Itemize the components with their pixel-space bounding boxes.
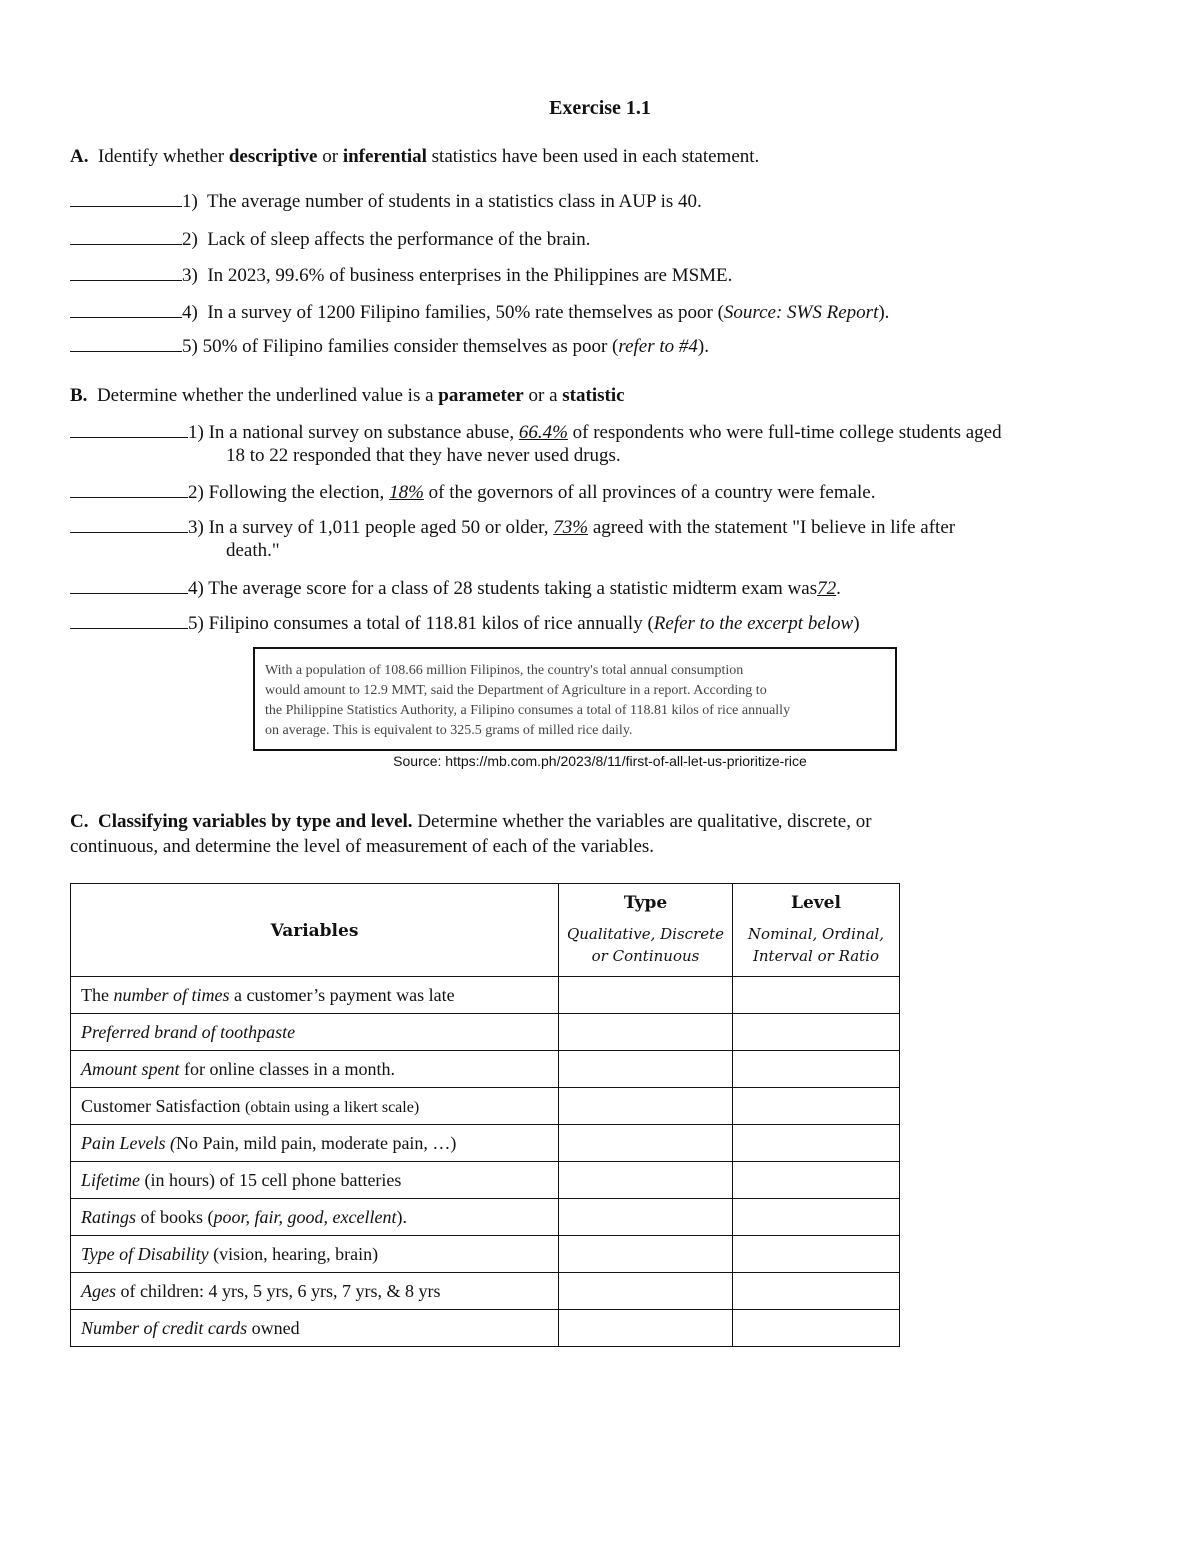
b-item-1: 1) In a national survey on substance abuse, 66.4% of respondents who were full-time college students aged xyxy=(70,420,1002,444)
answer-blank[interactable] xyxy=(70,263,182,281)
answer-blank[interactable] xyxy=(70,576,188,594)
section-c-letter: C. xyxy=(70,811,89,832)
type-cell[interactable] xyxy=(559,1310,733,1347)
excerpt-line: would amount to 12.9 MMT, said the Department of Agriculture in a report. According to xyxy=(265,683,767,698)
level-cell[interactable] xyxy=(733,1310,900,1347)
variable-cell: Number of credit cards owned xyxy=(71,1310,559,1347)
answer-blank[interactable] xyxy=(70,334,182,352)
header-type: Type Qualitative, Discrete or Continuous xyxy=(559,884,733,977)
table-row xyxy=(71,1088,900,1125)
variable-cell: Customer Satisfaction (obtain using a likert scale) xyxy=(71,1088,559,1125)
a-item-5: 5) 50% of Filipino families consider themselves as poor (refer to #4). xyxy=(70,334,709,358)
table-row xyxy=(71,1162,900,1199)
section-c-heading: Classifying variables by type and level. xyxy=(97,811,413,832)
variable-cell: The number of times a customer’s payment was late xyxy=(71,977,559,1014)
answer-blank[interactable] xyxy=(70,300,182,318)
header-variables: Variables xyxy=(71,884,559,977)
variable-cell: Amount spent for online classes in a month. xyxy=(71,1051,559,1088)
excerpt-line: the Philippine Statistics Authority, a Filipino consumes a total of 118.81 kilos of rice annually xyxy=(265,703,791,718)
answer-blank[interactable] xyxy=(70,515,188,533)
answer-blank[interactable] xyxy=(70,227,182,245)
excerpt-line: With a population of 108.66 million Filipinos, the country's total annual consumption xyxy=(265,663,744,678)
a-item-4: 4) In a survey of 1200 Filipino families, 50% rate themselves as poor (Source: SWS Report). xyxy=(70,300,889,324)
variables-table xyxy=(70,883,900,1347)
table-row xyxy=(71,1273,900,1310)
type-cell[interactable] xyxy=(559,1088,733,1125)
level-cell[interactable] xyxy=(733,1273,900,1310)
type-cell[interactable] xyxy=(559,1236,733,1273)
excerpt-source: Source: https://mb.com.ph/2023/8/11/first-of-all-let-us-prioritize-rice xyxy=(393,753,807,769)
section-c-instruction-line2: continuous, and determine the level of measurement of each of the variables. xyxy=(70,836,655,857)
section-b-instruction: B. Determine whether the underlined value is a parameter or a statistic xyxy=(70,385,625,406)
section-a-letter: A. xyxy=(70,146,89,167)
b-item-2: 2) Following the election, 18% of the governors of all provinces of a country were female. xyxy=(70,480,876,504)
level-cell[interactable] xyxy=(733,1236,900,1273)
b-item-3: 3) In a survey of 1,011 people aged 50 or older, 73% agreed with the statement "I believe in life after xyxy=(70,515,955,539)
section-c-instruction: C. Classifying variables by type and level. Determine whether the variables are qualitative, discrete, or xyxy=(70,811,872,832)
level-cell[interactable] xyxy=(733,1199,900,1236)
table-row xyxy=(71,1125,900,1162)
level-cell[interactable] xyxy=(733,1162,900,1199)
section-b-letter: B. xyxy=(70,385,88,406)
type-cell[interactable] xyxy=(559,1199,733,1236)
table-row xyxy=(71,1051,900,1088)
page-title: Exercise 1.1 xyxy=(549,97,651,119)
answer-blank[interactable] xyxy=(70,611,188,629)
b-item-4: 4) The average score for a class of 28 students taking a statistic midterm exam was72. xyxy=(70,576,841,600)
type-cell[interactable] xyxy=(559,1014,733,1051)
type-cell[interactable] xyxy=(559,1273,733,1310)
level-cell[interactable] xyxy=(733,1125,900,1162)
type-cell[interactable] xyxy=(559,977,733,1014)
level-cell[interactable] xyxy=(733,977,900,1014)
type-cell[interactable] xyxy=(559,1125,733,1162)
a-item-1: 1) The average number of students in a statistics class in AUP is 40. xyxy=(70,189,702,213)
header-level: Level Nominal, Ordinal, Interval or Ratio xyxy=(733,884,900,977)
excerpt-box xyxy=(253,647,897,751)
a-item-2: 2) Lack of sleep affects the performance of the brain. xyxy=(70,227,590,251)
excerpt-line: on average. This is equivalent to 325.5 grams of milled rice daily. xyxy=(265,723,633,738)
type-cell[interactable] xyxy=(559,1051,733,1088)
level-cell[interactable] xyxy=(733,1014,900,1051)
table-row xyxy=(71,1310,900,1347)
table-row xyxy=(71,1199,900,1236)
variable-cell: Preferred brand of toothpaste xyxy=(71,1014,559,1051)
variable-cell: Ratings of books (poor, fair, good, excellent). xyxy=(71,1199,559,1236)
b-item-1-continued: 18 to 22 responded that they have never used drugs. xyxy=(226,445,621,466)
b-item-5: 5) Filipino consumes a total of 118.81 kilos of rice annually (Refer to the excerpt below) xyxy=(70,611,860,635)
table-header-row xyxy=(71,884,900,977)
variable-cell: Pain Levels (No Pain, mild pain, moderate pain, …) xyxy=(71,1125,559,1162)
answer-blank[interactable] xyxy=(70,420,188,438)
answer-blank[interactable] xyxy=(70,189,182,207)
variable-cell: Type of Disability (vision, hearing, brain) xyxy=(71,1236,559,1273)
level-cell[interactable] xyxy=(733,1051,900,1088)
table-row xyxy=(71,977,900,1014)
variable-cell: Lifetime (in hours) of 15 cell phone batteries xyxy=(71,1162,559,1199)
type-cell[interactable] xyxy=(559,1162,733,1199)
a-item-3: 3) In 2023, 99.6% of business enterprises in the Philippines are MSME. xyxy=(70,263,732,287)
b-item-3-continued: death." xyxy=(226,540,280,561)
table-row xyxy=(71,1236,900,1273)
answer-blank[interactable] xyxy=(70,480,188,498)
level-cell[interactable] xyxy=(733,1088,900,1125)
section-a-instruction: A. Identify whether descriptive or inferential statistics have been used in each statement. xyxy=(70,146,760,167)
table-row xyxy=(71,1014,900,1051)
variable-cell: Ages of children: 4 yrs, 5 yrs, 6 yrs, 7 yrs, & 8 yrs xyxy=(71,1273,559,1310)
